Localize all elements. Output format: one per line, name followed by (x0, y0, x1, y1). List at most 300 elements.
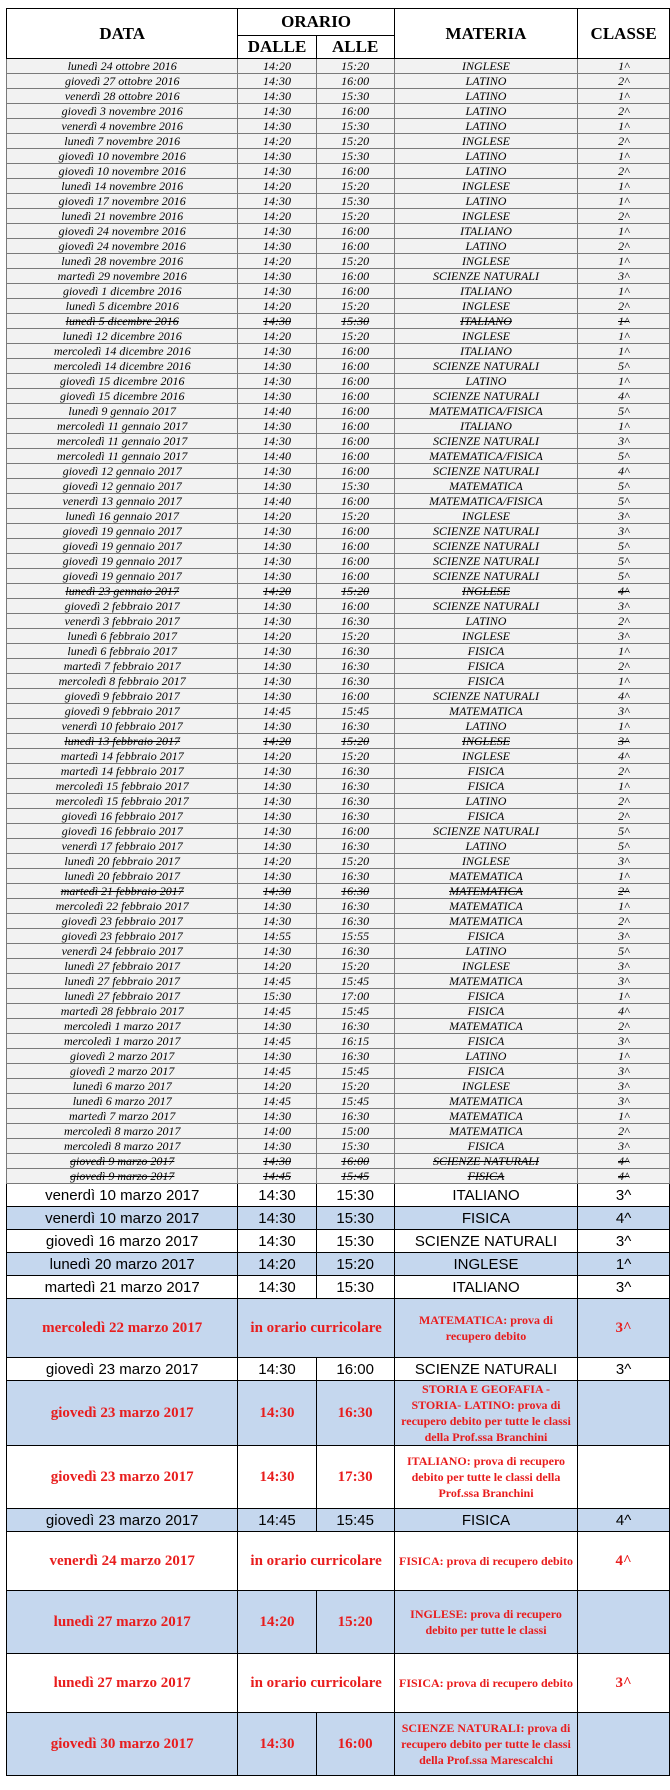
cell-classe: 4^ (578, 1004, 670, 1019)
cell-dalle: 14:30 (238, 674, 316, 689)
schedule-row (7, 1154, 670, 1169)
cell-classe: 5^ (578, 539, 670, 554)
cell-classe: 1^ (578, 374, 670, 389)
schedule-row (7, 794, 670, 809)
cell-materia: SCIENZE NATURALI: prova di recupero debito per tutte le classi della Prof.ssa Marescalchi (394, 1713, 577, 1776)
cell-dalle: 14:30 (238, 464, 316, 479)
schedule-row (7, 599, 670, 614)
cell-materia: INGLESE (394, 254, 577, 269)
cell-data: mercoledì 22 marzo 2017 (7, 1299, 238, 1358)
schedule-row (7, 614, 670, 629)
schedule-row (7, 1184, 670, 1207)
cell-data: giovedì 15 dicembre 2016 (7, 389, 238, 404)
schedule-row (7, 1381, 670, 1446)
cell-data: lunedì 6 febbraio 2017 (7, 644, 238, 659)
cell-data: martedì 14 febbraio 2017 (7, 764, 238, 779)
cell-alle: 15:20 (316, 734, 394, 749)
cell-classe: 3^ (578, 1184, 670, 1207)
cell-data: venerdì 28 ottobre 2016 (7, 89, 238, 104)
cell-materia: SCIENZE NATURALI (394, 1230, 577, 1253)
cell-dalle: 14:30 (238, 1207, 316, 1230)
cell-classe: 1^ (578, 779, 670, 794)
cell-data: venerdì 3 febbraio 2017 (7, 614, 238, 629)
schedule-row (7, 629, 670, 644)
schedule-row (7, 524, 670, 539)
schedule-row (7, 239, 670, 254)
cell-alle: 16:00 (316, 359, 394, 374)
cell-materia: LATINO (394, 839, 577, 854)
cell-alle: 16:00 (316, 599, 394, 614)
cell-alle: 15:45 (316, 974, 394, 989)
cell-materia: FISICA: prova di recupero debito (394, 1654, 577, 1713)
cell-data: giovedì 16 marzo 2017 (7, 1230, 238, 1253)
cell-materia: SCIENZE NATURALI (394, 824, 577, 839)
cell-materia: ITALIANO (394, 344, 577, 359)
cell-materia: LATINO (394, 1049, 577, 1064)
schedule-row (7, 1276, 670, 1299)
cell-alle: 16:00 (316, 449, 394, 464)
cell-alle: 15:30 (316, 314, 394, 329)
schedule-row (7, 104, 670, 119)
cell-alle: 16:30 (316, 719, 394, 734)
cell-classe: 1^ (578, 899, 670, 914)
cell-materia: LATINO (394, 119, 577, 134)
cell-classe: 3^ (578, 959, 670, 974)
cell-materia: LATINO (394, 89, 577, 104)
cell-alle: 16:30 (316, 1019, 394, 1034)
cell-classe: 2^ (578, 209, 670, 224)
cell-alle: 16:00 (316, 269, 394, 284)
cell-classe: 2^ (578, 299, 670, 314)
schedule-row (7, 914, 670, 929)
cell-alle: 15:00 (316, 1124, 394, 1139)
cell-classe: 1^ (578, 1253, 670, 1276)
cell-classe: 3^ (578, 509, 670, 524)
cell-data: lunedì 7 novembre 2016 (7, 134, 238, 149)
schedule-row (7, 704, 670, 719)
cell-alle: 16:00 (316, 284, 394, 299)
cell-classe: 1^ (578, 224, 670, 239)
schedule-row (7, 824, 670, 839)
cell-classe: 4^ (578, 389, 670, 404)
cell-classe: 3^ (578, 704, 670, 719)
cell-materia: INGLESE (394, 299, 577, 314)
schedule-row (7, 539, 670, 554)
cell-materia: MATEMATICA: prova di recupero debito (394, 1299, 577, 1358)
cell-data: lunedì 27 marzo 2017 (7, 1654, 238, 1713)
cell-data: lunedì 28 novembre 2016 (7, 254, 238, 269)
cell-dalle: 14:30 (238, 89, 316, 104)
cell-alle: 15:30 (316, 1139, 394, 1154)
schedule-row (7, 989, 670, 1004)
cell-alle: 15:55 (316, 929, 394, 944)
cell-alle: 16:00 (316, 404, 394, 419)
cell-classe: 4^ (578, 584, 670, 599)
schedule-row (7, 764, 670, 779)
cell-materia: FISICA (394, 659, 577, 674)
cell-alle: 15:20 (316, 584, 394, 599)
cell-materia: MATEMATICA (394, 1124, 577, 1139)
schedule-row (7, 1034, 670, 1049)
cell-dalle: 14:45 (238, 1169, 316, 1184)
cell-alle: 16:00 (316, 524, 394, 539)
cell-data: giovedì 19 gennaio 2017 (7, 554, 238, 569)
cell-alle: 16:30 (316, 809, 394, 824)
cell-classe: 1^ (578, 314, 670, 329)
cell-alle: 15:45 (316, 1094, 394, 1109)
cell-alle: 16:30 (316, 899, 394, 914)
cell-dalle: 14:30 (238, 1154, 316, 1169)
cell-alle: 16:30 (316, 644, 394, 659)
cell-classe: 3^ (578, 1358, 670, 1381)
schedule-row (7, 89, 670, 104)
cell-materia: SCIENZE NATURALI (394, 554, 577, 569)
cell-dalle: 14:45 (238, 1004, 316, 1019)
cell-materia: ITALIANO (394, 284, 577, 299)
schedule-row (7, 929, 670, 944)
cell-dalle: 14:30 (238, 719, 316, 734)
schedule-row (7, 884, 670, 899)
cell-alle: 16:30 (316, 674, 394, 689)
cell-dalle: 14:20 (238, 1253, 316, 1276)
cell-dalle: 14:30 (238, 1184, 316, 1207)
cell-dalle: 14:30 (238, 419, 316, 434)
cell-alle: 15:30 (316, 1184, 394, 1207)
cell-data: lunedì 20 febbraio 2017 (7, 854, 238, 869)
cell-data: lunedì 12 dicembre 2016 (7, 329, 238, 344)
cell-dalle: 14:30 (238, 119, 316, 134)
schedule-row (7, 1230, 670, 1253)
cell-materia: FISICA (394, 1004, 577, 1019)
schedule-row (7, 164, 670, 179)
cell-alle: 15:20 (316, 1079, 394, 1094)
cell-data: martedì 7 febbraio 2017 (7, 659, 238, 674)
cell-classe: 2^ (578, 74, 670, 89)
cell-alle: 15:20 (316, 179, 394, 194)
cell-dalle: 14:20 (238, 59, 316, 74)
cell-data: mercoledì 11 gennaio 2017 (7, 449, 238, 464)
cell-materia: INGLESE (394, 1253, 577, 1276)
cell-materia: FISICA (394, 779, 577, 794)
cell-dalle: 14:30 (238, 104, 316, 119)
cell-materia: MATEMATICA (394, 914, 577, 929)
cell-classe: 3^ (578, 929, 670, 944)
schedule-row (7, 1019, 670, 1034)
cell-alle: 15:20 (316, 509, 394, 524)
cell-classe: 2^ (578, 164, 670, 179)
cell-dalle: 15:30 (238, 989, 316, 1004)
cell-data: lunedì 20 febbraio 2017 (7, 869, 238, 884)
cell-classe: 5^ (578, 404, 670, 419)
cell-data: giovedì 10 novembre 2016 (7, 149, 238, 164)
cell-dalle: 14:30 (238, 944, 316, 959)
cell-alle: 16:30 (316, 944, 394, 959)
cell-materia: LATINO (394, 614, 577, 629)
cell-dalle: 14:20 (238, 584, 316, 599)
cell-materia: LATINO (394, 239, 577, 254)
cell-alle: 15:30 (316, 119, 394, 134)
cell-classe: 5^ (578, 839, 670, 854)
schedule-row (7, 509, 670, 524)
cell-materia: INGLESE (394, 179, 577, 194)
cell-dalle: 14:30 (238, 899, 316, 914)
cell-materia: MATEMATICA/FISICA (394, 449, 577, 464)
cell-data: giovedì 9 febbraio 2017 (7, 689, 238, 704)
cell-alle: 16:00 (316, 224, 394, 239)
cell-materia: FISICA (394, 1509, 577, 1532)
cell-alle: 15:20 (316, 134, 394, 149)
cell-alle: 16:00 (316, 1713, 394, 1776)
schedule-row (7, 1139, 670, 1154)
cell-data: lunedì 20 marzo 2017 (7, 1253, 238, 1276)
cell-materia: FISICA (394, 1064, 577, 1079)
cell-dalle: 14:30 (238, 869, 316, 884)
cell-alle: 16:00 (316, 164, 394, 179)
cell-dalle: 14:30 (238, 659, 316, 674)
cell-classe (578, 1713, 670, 1776)
cell-dalle: 14:30 (238, 644, 316, 659)
schedule-row (7, 1591, 670, 1654)
schedule-row (7, 839, 670, 854)
cell-materia: SCIENZE NATURALI (394, 359, 577, 374)
cell-materia: LATINO (394, 719, 577, 734)
cell-data: lunedì 16 gennaio 2017 (7, 509, 238, 524)
cell-dalle: 14:30 (238, 1358, 316, 1381)
schedule-row (7, 1207, 670, 1230)
cell-classe: 3^ (578, 1276, 670, 1299)
cell-alle: 15:20 (316, 959, 394, 974)
cell-dalle: 14:30 (238, 344, 316, 359)
cell-classe: 3^ (578, 629, 670, 644)
cell-materia: LATINO (394, 374, 577, 389)
header-classe: CLASSE (578, 9, 670, 59)
cell-classe: 4^ (578, 1154, 670, 1169)
cell-materia: MATEMATICA (394, 884, 577, 899)
cell-data: giovedì 24 novembre 2016 (7, 239, 238, 254)
cell-classe: 3^ (578, 854, 670, 869)
cell-materia: INGLESE (394, 59, 577, 74)
schedule-row (7, 1532, 670, 1591)
cell-materia: INGLESE (394, 854, 577, 869)
cell-materia: MATEMATICA (394, 1094, 577, 1109)
cell-classe: 3^ (578, 1094, 670, 1109)
schedule-row (7, 719, 670, 734)
cell-materia: SCIENZE NATURALI (394, 269, 577, 284)
cell-data: lunedì 9 gennaio 2017 (7, 404, 238, 419)
schedule-row (7, 734, 670, 749)
cell-materia: LATINO (394, 194, 577, 209)
cell-dalle: 14:30 (238, 839, 316, 854)
cell-data: mercoledì 11 gennaio 2017 (7, 419, 238, 434)
cell-alle: 16:30 (316, 614, 394, 629)
schedule-row (7, 974, 670, 989)
cell-materia: FISICA (394, 1139, 577, 1154)
cell-data: giovedì 15 dicembre 2016 (7, 374, 238, 389)
cell-classe: 1^ (578, 989, 670, 1004)
cell-classe: 3^ (578, 1299, 670, 1358)
cell-classe: 5^ (578, 569, 670, 584)
schedule-row (7, 1358, 670, 1381)
cell-dalle: 14:20 (238, 134, 316, 149)
cell-classe: 1^ (578, 119, 670, 134)
cell-dalle: 14:20 (238, 179, 316, 194)
cell-classe: 3^ (578, 1230, 670, 1253)
cell-dalle: 14:30 (238, 314, 316, 329)
cell-classe: 3^ (578, 734, 670, 749)
schedule-row (7, 1299, 670, 1358)
schedule-row (7, 1169, 670, 1184)
cell-dalle: 14:30 (238, 794, 316, 809)
schedule-row (7, 194, 670, 209)
schedule-row (7, 479, 670, 494)
cell-data: giovedì 19 gennaio 2017 (7, 569, 238, 584)
cell-data: lunedì 13 febbraio 2017 (7, 734, 238, 749)
schedule-row (7, 854, 670, 869)
cell-data: lunedì 23 gennaio 2017 (7, 584, 238, 599)
schedule-row (7, 434, 670, 449)
cell-dalle: 14:20 (238, 854, 316, 869)
schedule-row (7, 464, 670, 479)
cell-classe: 3^ (578, 1034, 670, 1049)
schedule-row (7, 179, 670, 194)
cell-alle: 15:30 (316, 89, 394, 104)
cell-classe: 1^ (578, 194, 670, 209)
cell-materia: INGLESE (394, 1079, 577, 1094)
cell-data: lunedì 5 dicembre 2016 (7, 314, 238, 329)
cell-classe: 2^ (578, 659, 670, 674)
cell-classe: 1^ (578, 149, 670, 164)
schedule-row (7, 284, 670, 299)
cell-materia: MATEMATICA (394, 479, 577, 494)
cell-classe: 3^ (578, 434, 670, 449)
cell-data: giovedì 16 febbraio 2017 (7, 809, 238, 824)
cell-dalle: 14:30 (238, 524, 316, 539)
cell-dalle: 14:40 (238, 494, 316, 509)
cell-dalle: 14:20 (238, 209, 316, 224)
cell-dalle: 14:30 (238, 269, 316, 284)
cell-dalle: 14:30 (238, 614, 316, 629)
schedule-row (7, 314, 670, 329)
cell-dalle: 14:30 (238, 1276, 316, 1299)
cell-data: martedì 21 marzo 2017 (7, 1276, 238, 1299)
cell-data: mercoledì 8 marzo 2017 (7, 1139, 238, 1154)
schedule-row (7, 299, 670, 314)
cell-dalle: 14:30 (238, 599, 316, 614)
cell-data: mercoledì 1 marzo 2017 (7, 1034, 238, 1049)
cell-classe: 4^ (578, 1169, 670, 1184)
schedule-row (7, 1109, 670, 1124)
cell-classe: 3^ (578, 524, 670, 539)
cell-classe: 5^ (578, 479, 670, 494)
cell-classe: 3^ (578, 599, 670, 614)
cell-alle: 16:00 (316, 1154, 394, 1169)
cell-materia: ITALIANO (394, 1184, 577, 1207)
cell-alle: 15:30 (316, 149, 394, 164)
cell-alle: 16:00 (316, 1358, 394, 1381)
schedule-row (7, 149, 670, 164)
cell-data: lunedì 6 febbraio 2017 (7, 629, 238, 644)
cell-classe: 1^ (578, 89, 670, 104)
schedule-row (7, 869, 670, 884)
cell-alle: 15:20 (316, 254, 394, 269)
cell-dalle: 14:20 (238, 1079, 316, 1094)
cell-data: giovedì 23 marzo 2017 (7, 1446, 238, 1509)
cell-dalle: 14:55 (238, 929, 316, 944)
cell-alle: 15:30 (316, 194, 394, 209)
cell-dalle: 14:40 (238, 449, 316, 464)
cell-classe: 1^ (578, 674, 670, 689)
cell-alle: 17:30 (316, 1446, 394, 1509)
cell-dalle: 14:45 (238, 1064, 316, 1079)
cell-data: martedì 21 febbraio 2017 (7, 884, 238, 899)
cell-classe: 2^ (578, 794, 670, 809)
cell-data: venerdì 10 febbraio 2017 (7, 719, 238, 734)
cell-dalle: 14:45 (238, 974, 316, 989)
schedule-row (7, 1713, 670, 1776)
cell-materia: FISICA: prova di recupero debito (394, 1532, 577, 1591)
cell-classe: 1^ (578, 284, 670, 299)
cell-materia: FISICA (394, 929, 577, 944)
cell-dalle: 14:30 (238, 809, 316, 824)
cell-data: lunedì 27 febbraio 2017 (7, 989, 238, 1004)
cell-data: mercoledì 11 gennaio 2017 (7, 434, 238, 449)
cell-classe: 4^ (578, 689, 670, 704)
cell-materia: SCIENZE NATURALI (394, 1358, 577, 1381)
cell-classe: 2^ (578, 134, 670, 149)
cell-alle: 15:20 (316, 1591, 394, 1654)
cell-alle: 16:00 (316, 434, 394, 449)
cell-classe: 5^ (578, 494, 670, 509)
cell-materia: FISICA (394, 809, 577, 824)
cell-data: giovedì 9 febbraio 2017 (7, 704, 238, 719)
cell-classe: 5^ (578, 824, 670, 839)
cell-dalle: 14:45 (238, 1509, 316, 1532)
cell-materia: FISICA (394, 1207, 577, 1230)
cell-materia: INGLESE: prova di recupero debito per tutte le classi (394, 1591, 577, 1654)
cell-dalle: 14:30 (238, 884, 316, 899)
cell-materia: LATINO (394, 164, 577, 179)
schedule-row (7, 554, 670, 569)
cell-alle: 15:30 (316, 1230, 394, 1253)
cell-dalle: 14:20 (238, 329, 316, 344)
schedule-row (7, 59, 670, 74)
cell-data: lunedì 21 novembre 2016 (7, 209, 238, 224)
schedule-row (7, 254, 670, 269)
cell-data: lunedì 27 febbraio 2017 (7, 959, 238, 974)
header-alle: ALLE (316, 36, 394, 59)
cell-classe: 4^ (578, 1532, 670, 1591)
cell-data: martedì 28 febbraio 2017 (7, 1004, 238, 1019)
cell-classe: 3^ (578, 1079, 670, 1094)
cell-data: giovedì 16 febbraio 2017 (7, 824, 238, 839)
cell-data: giovedì 17 novembre 2016 (7, 194, 238, 209)
cell-data: mercoledì 8 marzo 2017 (7, 1124, 238, 1139)
schedule-row (7, 404, 670, 419)
cell-alle: 16:00 (316, 539, 394, 554)
cell-classe: 3^ (578, 1654, 670, 1713)
cell-alle: 16:00 (316, 824, 394, 839)
cell-data: venerdì 24 febbraio 2017 (7, 944, 238, 959)
cell-dalle: 14:20 (238, 959, 316, 974)
cell-alle: 16:00 (316, 344, 394, 359)
cell-materia: SCIENZE NATURALI (394, 464, 577, 479)
schedule-row (7, 689, 670, 704)
cell-data: lunedì 6 marzo 2017 (7, 1079, 238, 1094)
cell-classe: 1^ (578, 1109, 670, 1124)
cell-alle: 15:20 (316, 854, 394, 869)
schedule-row (7, 1004, 670, 1019)
cell-classe: 2^ (578, 614, 670, 629)
